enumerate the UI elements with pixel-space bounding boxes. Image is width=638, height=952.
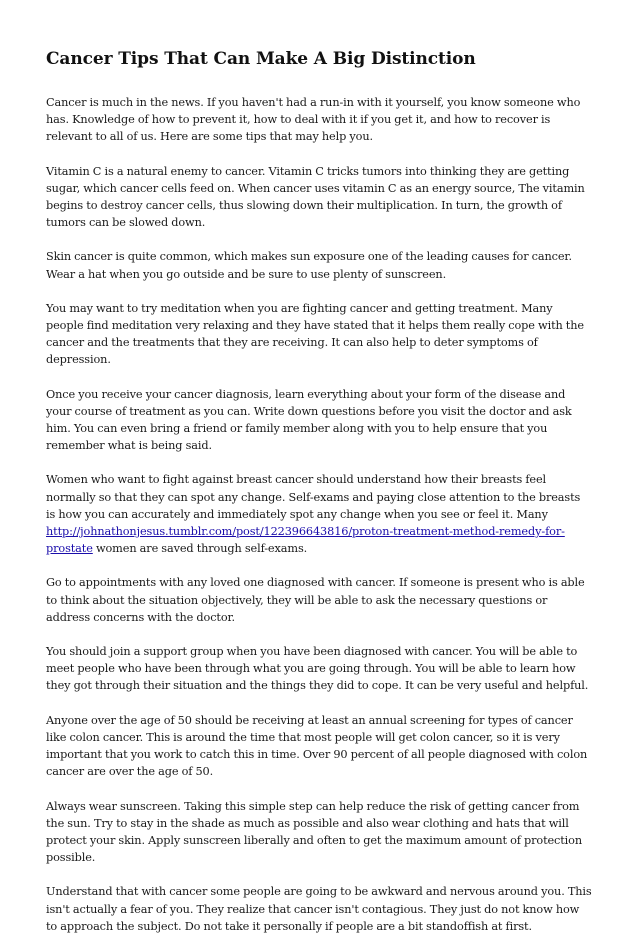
- paragraph-screening: Anyone over the age of 50 should be receiving at least an annual screening for types of cancer like colon cancer. This is around the time that most people will get colon cancer, so it is very important that you work to catch this in time. Over 90 percent of all people diagnosed with colon cancer are over the age of 50.: [46, 713, 588, 779]
- article-link[interactable]: http://johnathonjesus.tumblr.com/post/122396643816/proton-treatment-method-remedy-for-prostate: [46, 525, 565, 556]
- paragraph-meditation: You may want to try meditation when you are fighting cancer and getting treatment. Many people find meditation very relaxing and they have stated that it helps them really cope with the cancer and the treatments that they are receiving. It can also help to deter symptoms of depression.: [46, 301, 584, 367]
- paragraph-diagnosis: Once you receive your cancer diagnosis, learn everything about your form of the disease and your course of treatment as you can. Write down questions before you visit the doctor and ask him. You can even bring a friend or family member along with you to help ensure that you remember what is being said.: [46, 387, 572, 453]
- paragraph-sunscreen: Always wear sunscreen. Taking this simple step can help reduce the risk of getting cancer from the sun. Try to stay in the shade as much as possible and also wear clothing and hats that will protect your skin. Apply sunscreen liberally and often to get the maximum amount of protection possible.: [46, 799, 583, 865]
- paragraph-text-after-link: women are saved through self-exams.: [92, 542, 308, 556]
- paragraph-appointments: Go to appointments with any loved one diagnosed with cancer. If someone is present who is able to think about the situation objectively, they will be able to ask the necessary questions or address concerns with the doctor.: [46, 576, 585, 624]
- paragraph-skin-cancer: Skin cancer is quite common, which makes sun exposure one of the leading causes for cancer. Wear a hat when you go outside and be sure to use plenty of sunscreen.: [46, 250, 572, 281]
- document-title: Cancer Tips That Can Make A Big Distinction: [46, 49, 476, 69]
- paragraph-support-group: You should join a support group when you have been diagnosed with cancer. You will be able to meet people who have been through what you are going through. You will be able to learn how they got through their situation and the things they did to cope. It can be very useful and helpful.: [46, 645, 589, 693]
- paragraph-awkward: Understand that with cancer some people are going to be awkward and nervous around you. This isn't actually a fear of you. They realize that cancer isn't contagious. They just do not know how to approach the subject. Do not take it personally if people are a bit standoffish at first.: [46, 885, 592, 933]
- document-page: [46, 48, 592, 952]
- paragraph-breast-cancer: [46, 471, 592, 557]
- paragraph-intro: Cancer is much in the news. If you haven't had a run-in with it yourself, you know someone who has. Knowledge of how to prevent it, how to deal with it if you get it, and how to recover is relevant to all of us. Here are some tips that may help you.: [46, 96, 581, 144]
- paragraph-vitamin-c: Vitamin C is a natural enemy to cancer. Vitamin C tricks tumors into thinking they are getting sugar, which cancer cells feed on. When cancer uses vitamin C as an energy source, The vitamin begins to destroy cancer cells, thus slowing down their multiplication. In turn, the growth of tumors can be slowed down.: [46, 164, 585, 230]
- paragraph-text-before-link: Women who want to fight against breast cancer should understand how their breasts feel normally so that they can spot any change. Self-exams and paying close attention to the breasts is how you can accurately and immediately spot any change when you see or feel it. Many: [46, 473, 581, 521]
